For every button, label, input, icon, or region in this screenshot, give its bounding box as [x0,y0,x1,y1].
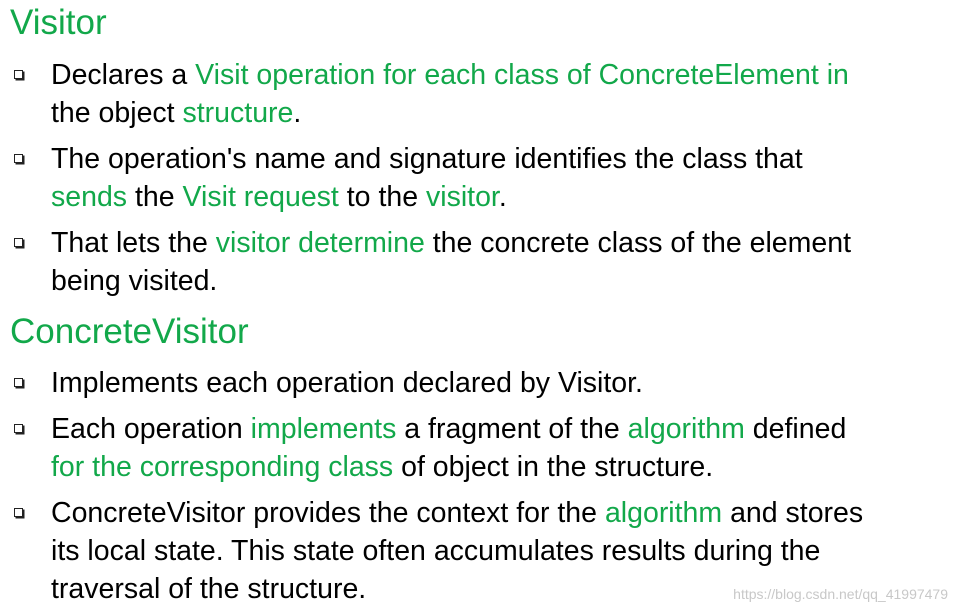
bullet-line [51,448,846,486]
body-text: being visited. [51,265,218,297]
bullet-line [51,56,849,94]
bullet-text [51,364,643,402]
bullet-line [51,364,643,402]
highlighted-text: sends [51,181,128,213]
bullet-text [51,140,803,216]
hollow-square-bullet-icon [14,378,23,387]
bullet-line [51,178,803,216]
body-text: and stores [722,497,864,529]
body-text: to the [338,181,426,213]
body-text: . [293,97,302,129]
body-text: The operation's name and signature identifies the class that [51,143,803,175]
body-text: of object in the structure. [393,451,714,483]
highlighted-text: Visit request [182,181,339,213]
hollow-square-bullet-icon [14,508,23,517]
section-heading-concretevisitor: ConcreteVisitor [10,312,249,351]
watermark-url: https://blog.csdn.net/qq_41997479 [733,586,948,602]
highlighted-text: Visit operation for each class of ConcreteElement in [195,59,849,91]
body-text: the [127,181,183,213]
body-text: its local state. This state often accumulates results during the [51,535,821,567]
bullet-line [51,410,846,448]
bullet-line [51,494,863,532]
body-text: the object [51,97,183,129]
highlighted-text: algorithm [604,497,723,529]
highlighted-text: visitor [426,181,499,213]
body-text: a fragment of the [396,413,628,445]
body-text: defined [744,413,847,445]
hollow-square-bullet-icon [14,154,23,163]
bullet-line [51,94,849,132]
bullet-text [51,410,846,486]
highlighted-text: algorithm [627,413,745,445]
bullet-line [51,140,803,178]
body-text: Each operation [51,413,251,445]
bullet-line [51,262,851,300]
body-text: Declares a [51,59,196,91]
hollow-square-bullet-icon [14,70,23,79]
highlighted-text: implements [250,413,397,445]
highlighted-text: visitor determine [215,227,425,259]
section-heading-visitor: Visitor [10,3,107,42]
body-text: . [498,181,507,213]
bullet-text [51,56,849,132]
body-text: Implements each operation declared by Visitor. [51,367,643,399]
hollow-square-bullet-icon [14,238,23,247]
bullet-line [51,532,863,570]
bullet-text [51,224,851,300]
body-text: ConcreteVisitor provides the context for the [51,497,605,529]
body-text: the concrete class of the element [424,227,851,259]
highlighted-text: structure [182,97,294,129]
hollow-square-bullet-icon [14,424,23,433]
bullet-line [51,224,851,262]
body-text: That lets the [51,227,216,259]
highlighted-text: for the corresponding class [51,451,394,483]
body-text: traversal of the structure. [51,573,367,605]
